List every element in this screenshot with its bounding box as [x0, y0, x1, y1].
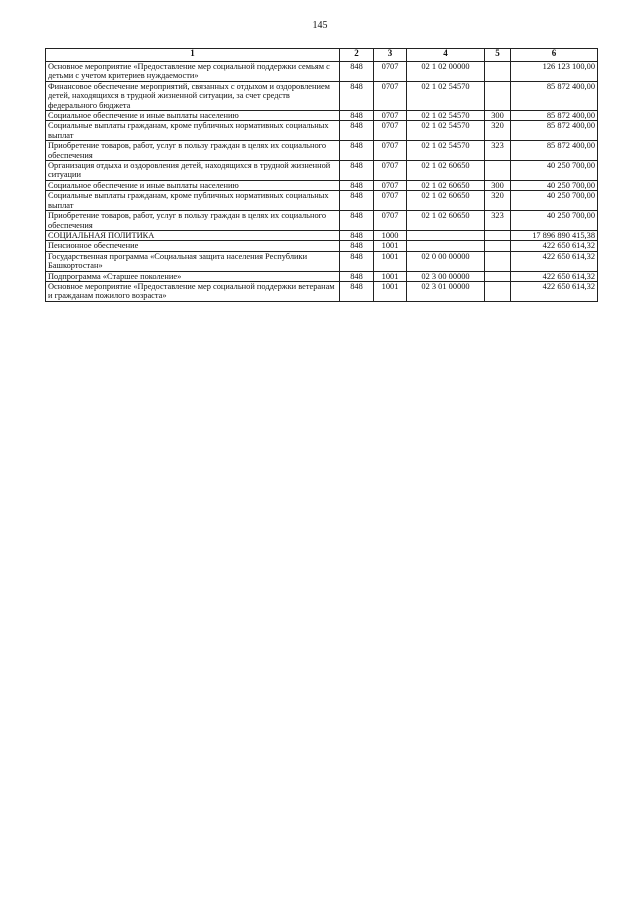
row-name: Пенсионное обеспечение	[46, 241, 340, 251]
row-kind: 320	[485, 121, 511, 141]
header-kind: 5	[485, 49, 511, 62]
row-grbs: 848	[340, 230, 374, 240]
table-row	[46, 271, 598, 281]
table-body	[46, 62, 598, 302]
row-amount: 422 650 614,32	[511, 281, 598, 301]
row-grbs: 848	[340, 161, 374, 181]
row-section: 0707	[374, 180, 407, 190]
header-name: 1	[46, 49, 340, 62]
header-grbs: 2	[340, 49, 374, 62]
row-grbs: 848	[340, 191, 374, 211]
row-target: 02 3 00 00000	[407, 271, 485, 281]
row-amount: 40 250 700,00	[511, 191, 598, 211]
header-row	[46, 49, 598, 62]
row-kind	[485, 161, 511, 181]
row-kind	[485, 281, 511, 301]
row-kind	[485, 230, 511, 240]
row-amount: 422 650 614,32	[511, 251, 598, 271]
row-kind	[485, 62, 511, 82]
row-name: Основное мероприятие «Предоставление мер социальной поддержки семьям с детьми с учетом критериев нуждаемости»	[46, 62, 340, 82]
row-grbs: 848	[340, 281, 374, 301]
row-section: 1001	[374, 271, 407, 281]
row-target: 02 1 02 60650	[407, 161, 485, 181]
table-header	[46, 49, 598, 62]
row-name: Социальное обеспечение и иные выплаты населению	[46, 180, 340, 190]
row-section: 0707	[374, 111, 407, 121]
row-grbs: 848	[340, 81, 374, 110]
header-amount: 6	[511, 49, 598, 62]
header-target: 4	[407, 49, 485, 62]
row-grbs: 848	[340, 180, 374, 190]
row-amount: 40 250 700,00	[511, 161, 598, 181]
row-target: 02 1 02 00000	[407, 62, 485, 82]
row-grbs: 848	[340, 121, 374, 141]
row-name: Социальные выплаты гражданам, кроме публичных нормативных социальных выплат	[46, 121, 340, 141]
row-section: 1001	[374, 241, 407, 251]
row-section: 0707	[374, 81, 407, 110]
row-section: 0707	[374, 191, 407, 211]
row-target	[407, 241, 485, 251]
table-row	[46, 241, 598, 251]
table-row	[46, 81, 598, 110]
table-row	[46, 121, 598, 141]
row-amount: 126 123 100,00	[511, 62, 598, 82]
row-target: 02 1 02 54570	[407, 81, 485, 110]
row-kind: 320	[485, 191, 511, 211]
table-row	[46, 211, 598, 231]
table-row	[46, 251, 598, 271]
row-section: 1001	[374, 251, 407, 271]
row-amount: 85 872 400,00	[511, 141, 598, 161]
row-target: 02 1 02 60650	[407, 180, 485, 190]
row-grbs: 848	[340, 62, 374, 82]
row-amount: 422 650 614,32	[511, 241, 598, 251]
row-name: Приобретение товаров, работ, услуг в пользу граждан в целях их социального обеспечения	[46, 211, 340, 231]
row-name: Государственная программа «Социальная защита населения Республики Башкортостан»	[46, 251, 340, 271]
row-target: 02 1 02 54570	[407, 121, 485, 141]
row-kind: 323	[485, 211, 511, 231]
row-kind	[485, 271, 511, 281]
row-kind: 323	[485, 141, 511, 161]
table-row	[46, 62, 598, 82]
row-section: 0707	[374, 121, 407, 141]
row-target: 02 1 02 54570	[407, 111, 485, 121]
row-amount: 85 872 400,00	[511, 111, 598, 121]
row-amount: 40 250 700,00	[511, 211, 598, 231]
row-name: Финансовое обеспечение мероприятий, связанных с отдыхом и оздоровлением детей, находящихся в трудной жизненной ситуации, за счет средств федерального бюджета	[46, 81, 340, 110]
row-name: Организация отдыха и оздоровления детей, находящихся в трудной жизненной ситуации	[46, 161, 340, 181]
table-row	[46, 141, 598, 161]
table-row	[46, 191, 598, 211]
row-target: 02 3 01 00000	[407, 281, 485, 301]
row-amount: 85 872 400,00	[511, 81, 598, 110]
row-amount: 40 250 700,00	[511, 180, 598, 190]
row-name: Приобретение товаров, работ, услуг в пользу граждан в целях их социального обеспечения	[46, 141, 340, 161]
page-number: 145	[312, 20, 328, 31]
row-section: 0707	[374, 62, 407, 82]
header-section: 3	[374, 49, 407, 62]
row-section: 0707	[374, 211, 407, 231]
row-section: 1001	[374, 281, 407, 301]
row-amount: 422 650 614,32	[511, 271, 598, 281]
row-grbs: 848	[340, 141, 374, 161]
row-grbs: 848	[340, 211, 374, 231]
row-target	[407, 230, 485, 240]
row-section: 1000	[374, 230, 407, 240]
row-kind	[485, 81, 511, 110]
row-grbs: 848	[340, 271, 374, 281]
row-target: 02 1 02 60650	[407, 191, 485, 211]
row-target: 02 1 02 54570	[407, 141, 485, 161]
row-grbs: 848	[340, 251, 374, 271]
table-row	[46, 111, 598, 121]
row-kind	[485, 251, 511, 271]
table-row	[46, 161, 598, 181]
row-kind	[485, 241, 511, 251]
table-row	[46, 230, 598, 240]
table-row	[46, 180, 598, 190]
row-target: 02 1 02 60650	[407, 211, 485, 231]
row-kind: 300	[485, 180, 511, 190]
row-name: Социальное обеспечение и иные выплаты населению	[46, 111, 340, 121]
row-target: 02 0 00 00000	[407, 251, 485, 271]
row-amount: 17 896 890 415,38	[511, 230, 598, 240]
table-row	[46, 281, 598, 301]
budget-table	[45, 48, 598, 302]
row-amount: 85 872 400,00	[511, 121, 598, 141]
row-grbs: 848	[340, 241, 374, 251]
row-section: 0707	[374, 161, 407, 181]
row-name: Подпрограмма «Старшее поколение»	[46, 271, 340, 281]
row-section: 0707	[374, 141, 407, 161]
row-name: Социальные выплаты гражданам, кроме публичных нормативных социальных выплат	[46, 191, 340, 211]
row-grbs: 848	[340, 111, 374, 121]
row-name: Основное мероприятие «Предоставление мер социальной поддержки ветеранам и гражданам пожилого возраста»	[46, 281, 340, 301]
row-kind: 300	[485, 111, 511, 121]
row-name: СОЦИАЛЬНАЯ ПОЛИТИКА	[46, 230, 340, 240]
